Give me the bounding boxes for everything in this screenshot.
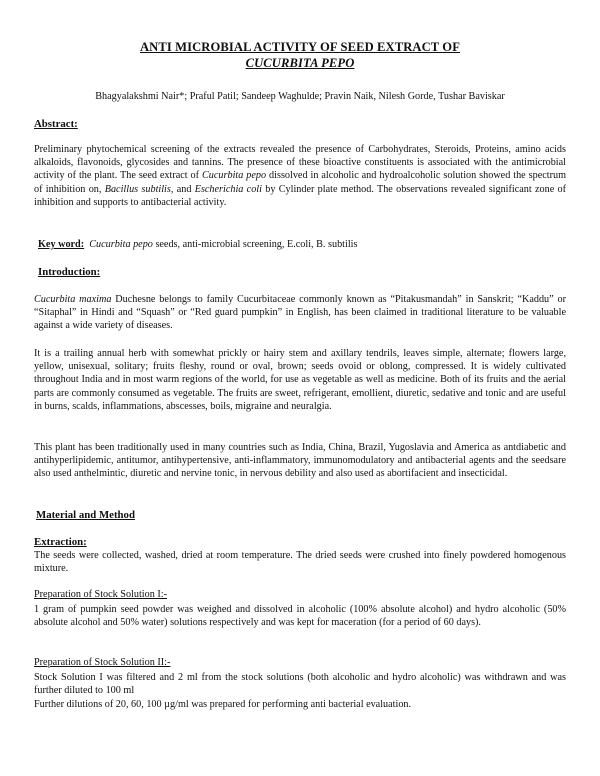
introduction-paragraph-2: It is a trailing annual herb with somewhat prickly or hairy stem and axillary tendrils, leaves simple, alternate; flowers large, yellow, unisexual, solitary; fruits fleshy, round or oval, brown; seeds ovoid or oblong, compressed. It is widely cultivated throughout India and in most warm regions of the world, for use as vegetable as well as medicine. Both of its fruits and the aerial parts are commonly consumed as vegetable. The fruits are sweet, refrigerant, emollient, diuretic, sedative and tonic and are useful in burns, scalds, inflammations, abscesses, boils, migraine and neuralgia. bbox=[34, 348, 566, 412]
keywords-label: Key word: bbox=[38, 239, 85, 250]
paper-title: ANTI MICROBIAL ACTIVITY OF SEED EXTRACT OF bbox=[139, 40, 461, 54]
extraction-heading: Extraction: bbox=[34, 536, 87, 548]
stock-solution-2-dilutions: Further dilutions of 20, 60, 100 µg/ml was prepared for performing anti bacterial evaluation. bbox=[34, 699, 412, 710]
keywords: Key word: Cucurbita pepo seeds, anti-microbial screening, E.coli, B. subtilis bbox=[38, 239, 358, 250]
method-heading: Material and Method bbox=[36, 509, 135, 521]
introduction-paragraph-3: This plant has been traditionally used in many countries such as India, China, Brazil, Yugoslavia and America as antdiabetic and antihyperlipidemic, antitumor, antihypertensive, anti-inflammatory, immunomodulatory and antibacterial agents and the seedsare also used anthelmintic, diuretic and nervine tonic, in nervous debility and also used as abortifacient and insecticidal. bbox=[34, 442, 566, 480]
abstract-heading: Abstract: bbox=[34, 118, 78, 130]
stock-solution-2-heading: Preparation of Stock Solution II:- bbox=[34, 657, 171, 668]
author-list: Bhagyalakshmi Nair*; Praful Patil; Sandeep Waghulde; Pravin Naik, Nilesh Gorde, Tushar Baviskar bbox=[95, 91, 505, 102]
abstract-text: Preliminary phytochemical screening of the extracts revealed the presence of Carbohydrates, Steroids, Proteins, amino acids alkaloids, flavonoids, glycosides and tannins. The presence of these bioactive constituents is associated with the antimicrobial activity of the plant. The seed extract of Cucurbita pepo dissolved in alcoholic and hydroalcoholic solution showed the spectrum of inhibition on, Bacillus subtilis, and Escherichia coli by Cylinder plate method. The observations revealed significant zone of inhibition and supports to antibacterial activity. bbox=[34, 144, 567, 208]
stock-solution-2-text: Stock Solution I was filtered and 2 ml from the stock solutions (both alcoholic and hydro alcoholic) was withdrawn and was further diluted to 100 ml bbox=[34, 672, 566, 697]
stock-solution-1-text: 1 gram of pumpkin seed powder was weighed and dissolved in alcoholic (100% absolute alcohol) and hydro alcoholic (50% absolute alcohol and 50% water) solutions respectively and was kept for maceration (for a period of 60 days). bbox=[34, 604, 566, 629]
introduction-paragraph-1: Cucurbita maxima Duchesne belongs to family Cucurbitaceae commonly known as “Pitakusmandah” in Sanskrit; “Kaddu” or “Sitaphal” in Hindi and “Squash” or “Red guard pumpkin” in English, has been claimed in traditional literature to be valuable against a wide variety of diseases. bbox=[34, 294, 566, 332]
introduction-heading: Introduction: bbox=[38, 266, 101, 278]
stock-solution-1-heading: Preparation of Stock Solution I:- bbox=[34, 589, 167, 600]
extraction-text: The seeds were collected, washed, dried at room temperature. The dried seeds were crushed into finely powdered homogenous mixture. bbox=[34, 550, 566, 575]
paper-title-species: CUCURBITA PEPO bbox=[245, 56, 355, 70]
